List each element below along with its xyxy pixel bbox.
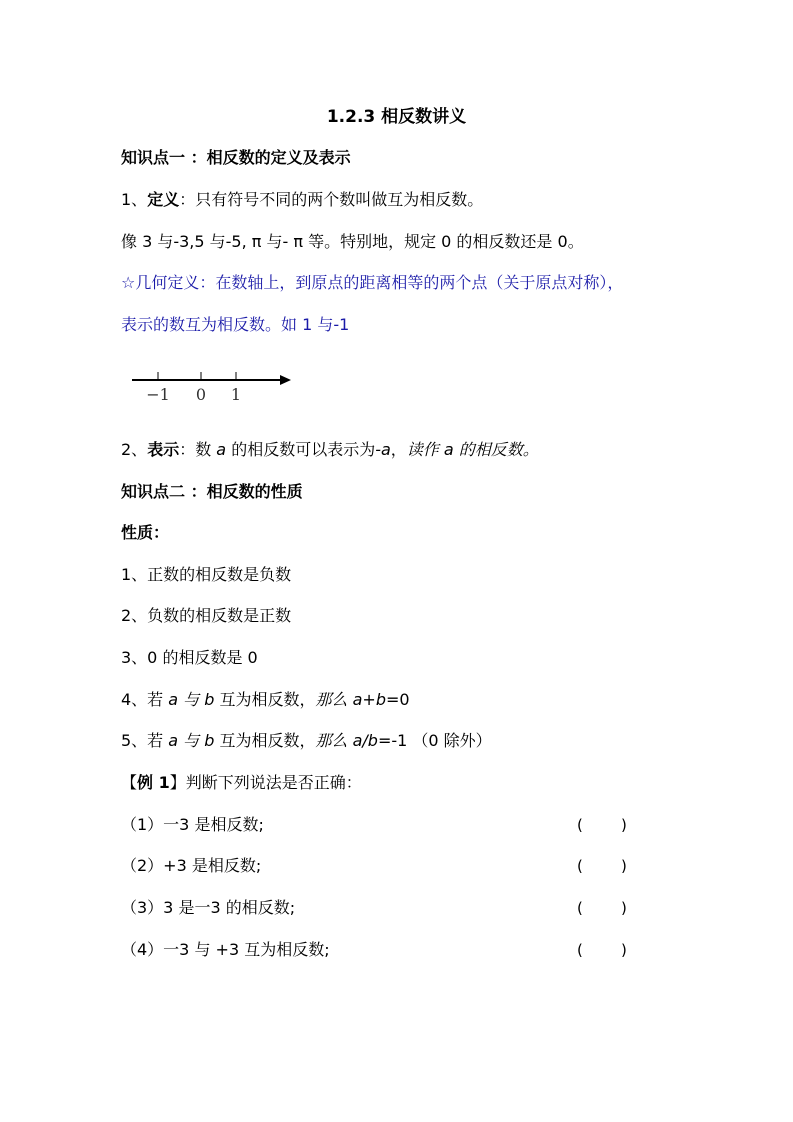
question-3: （3）3 是一3 的相反数; bbox=[121, 898, 296, 917]
representation-var-a: a bbox=[216, 440, 227, 459]
representation-neg-a: -a bbox=[375, 440, 391, 459]
property-2: 2、负数的相反数是正数 bbox=[121, 606, 292, 625]
tick-label-0: 0 bbox=[195, 385, 207, 404]
representation-text1: ：数 bbox=[179, 440, 217, 459]
definition-label: 定义 bbox=[147, 190, 180, 209]
answer-blank-3[interactable]: ( ) bbox=[577, 899, 627, 917]
geometric-definition-line1: ☆几何定义：在数轴上，到原点的距离相等的两个点（关于原点对称）， bbox=[121, 273, 624, 292]
representation-label: 表示 bbox=[147, 440, 180, 459]
property-5 bbox=[121, 730, 492, 752]
question-1: （1）一3 是相反数; bbox=[121, 815, 264, 834]
property-4-mid: 互为相反数， bbox=[214, 690, 316, 709]
representation-prefix: 2、 bbox=[121, 440, 148, 459]
example1-header bbox=[121, 772, 362, 794]
representation-text2: 的相反数可以表示为 bbox=[226, 440, 376, 459]
example1-label: 例 1 bbox=[137, 773, 170, 792]
answer-blank-4[interactable]: ( ) bbox=[577, 941, 627, 959]
section-heading-kp1: 知识点一 ：相反数的定义及表示 bbox=[121, 148, 351, 167]
definition-line bbox=[121, 189, 483, 211]
properties-label: 性质： bbox=[121, 523, 170, 542]
number-line-arrow-icon bbox=[280, 375, 291, 385]
property-4-prefix: 4、若 bbox=[121, 690, 169, 709]
definition-text: ：只有符号不同的两个数叫做互为相反数。 bbox=[179, 190, 484, 209]
property-4-then: 那么 a+b bbox=[315, 690, 386, 709]
geometric-definition-line2: 表示的数互为相反数。如 1 与-1 bbox=[121, 315, 350, 334]
property-4 bbox=[121, 689, 410, 711]
property-3: 3、0 的相反数是 0 bbox=[121, 648, 258, 667]
page-title: 1.2.3 相反数讲义 bbox=[326, 107, 467, 127]
property-1: 1、正数的相反数是负数 bbox=[121, 565, 292, 584]
example1-bracket-close: 】 bbox=[169, 773, 186, 792]
example1-bracket-open: 【 bbox=[121, 773, 138, 792]
question-2: （2）+3 是相反数; bbox=[121, 856, 262, 875]
example1-instruction: 判断下列说法是否正确： bbox=[185, 773, 362, 792]
answer-blank-2[interactable]: ( ) bbox=[577, 857, 627, 875]
question-4: （4）一3 与 +3 互为相反数; bbox=[121, 940, 330, 959]
tick-label-neg1: −1 bbox=[146, 385, 170, 404]
representation-line bbox=[121, 439, 539, 461]
property-5-prefix: 5、若 bbox=[121, 731, 169, 750]
representation-reading: 读作 a 的相反数。 bbox=[406, 440, 539, 459]
property-5-vars: a 与 b bbox=[168, 731, 215, 750]
example-line: 像 3 与-3,5 与-5, π 与- π 等。特别地，规定 0 的相反数还是 0。 bbox=[121, 232, 584, 251]
representation-text3: ， bbox=[390, 440, 407, 459]
property-5-result: =-1 （0 除外） bbox=[377, 731, 492, 750]
section-heading-kp2: 知识点二 ：相反数的性质 bbox=[121, 482, 303, 501]
property-4-vars: a 与 b bbox=[168, 690, 215, 709]
tick-label-1: 1 bbox=[230, 385, 242, 404]
number-line bbox=[128, 366, 298, 406]
property-5-then: 那么 a/b bbox=[315, 731, 378, 750]
property-5-mid: 互为相反数， bbox=[214, 731, 316, 750]
definition-prefix: 1、 bbox=[121, 190, 148, 209]
property-4-result: =0 bbox=[385, 690, 410, 709]
answer-blank-1[interactable]: ( ) bbox=[577, 816, 627, 834]
